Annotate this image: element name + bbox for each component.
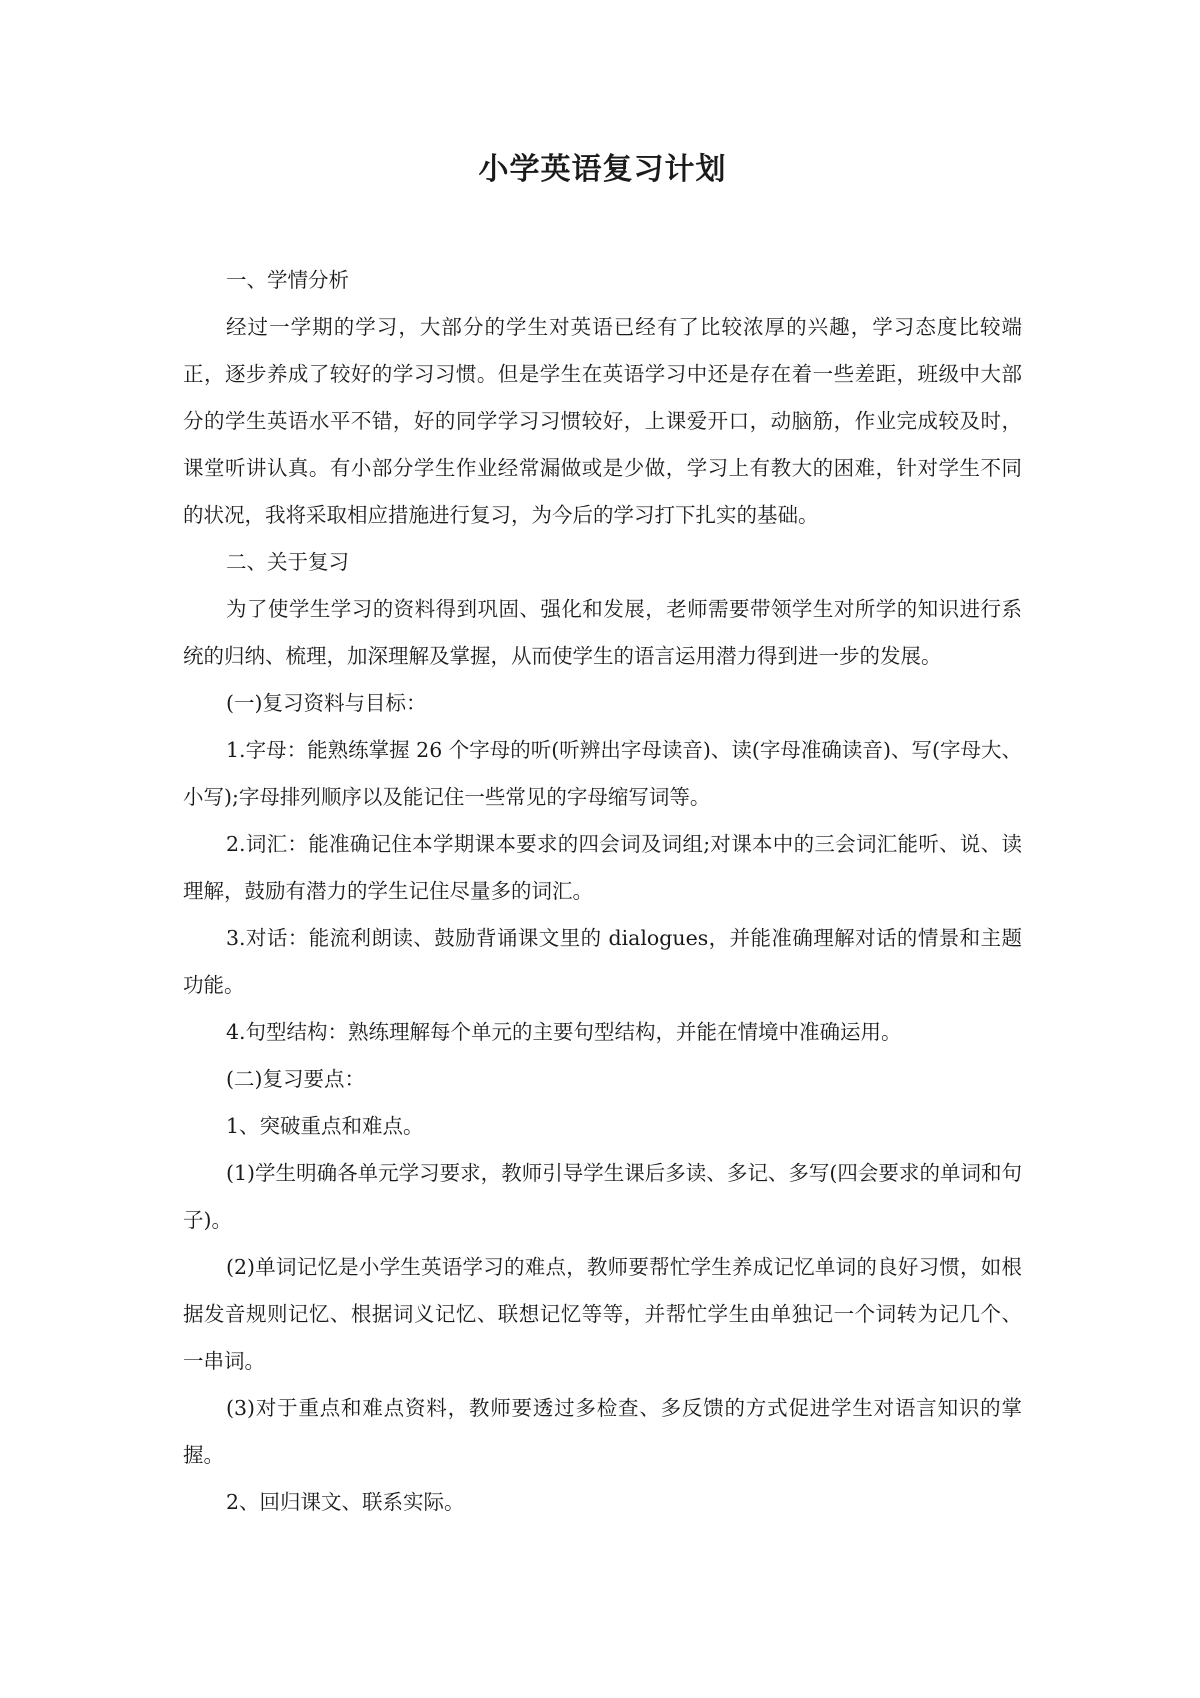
- list-item: 2.词汇：能准确记住本学期课本要求的四会词及词组;对课本中的三会词汇能听、说、读理解，鼓励有潜力的学生记住尽量多的词汇。: [183, 832, 1022, 903]
- list-item: 1、突破重点和难点。: [226, 1114, 424, 1138]
- subsection-heading: (二)复习要点：: [226, 1067, 365, 1091]
- list-item: (2)单词记忆是小学生英语学习的难点，教师要帮忙学生养成记忆单词的良好习惯，如根据发音规则记忆、根据词义记忆、联想记忆等等，并帮忙学生由单独记一个词转为记几个、一串词。: [183, 1255, 1022, 1373]
- list-item: 2、回归课文、联系实际。: [226, 1490, 465, 1514]
- section-heading: 二、关于复习: [226, 550, 349, 574]
- document-body: [183, 257, 1022, 1526]
- section-heading: 一、学情分析: [226, 268, 349, 292]
- list-item: 1.字母：能熟练掌握 26 个字母的听(听辨出字母读音)、读(字母准确读音)、写(字母大、小写);字母排列顺序以及能记住一些常见的字母缩写词等。: [183, 738, 1022, 809]
- list-item: (1)学生明确各单元学习要求，教师引导学生课后多读、多记、多写(四会要求的单词和句子)。: [183, 1161, 1022, 1232]
- list-item: (3)对于重点和难点资料，教师要透过多检查、多反馈的方式促进学生对语言知识的掌握。: [183, 1396, 1022, 1467]
- list-item: 3.对话：能流利朗读、鼓励背诵课文里的 dialogues，并能准确理解对话的情景和主题功能。: [183, 926, 1022, 997]
- paragraph: 经过一学期的学习，大部分的学生对英语已经有了比较浓厚的兴趣，学习态度比较端正，逐步养成了较好的学习习惯。但是学生在英语学习中还是存在着一些差距，班级中大部分的学生英语水平不错，好的同学学习习惯较好，上课爱开口，动脑筋，作业完成较及时，课堂听讲认真。有小部分学生作业经常漏做或是少做，学习上有教大的困难，针对学生不同的状况，我将采取相应措施进行复习，为今后的学习打下扎实的基础。: [183, 315, 1022, 527]
- document-title: 小学英语复习计划: [478, 152, 727, 187]
- list-item: 4.句型结构：熟练理解每个单元的主要句型结构，并能在情境中准确运用。: [226, 1020, 902, 1044]
- subsection-heading: (一)复习资料与目标：: [226, 691, 427, 715]
- paragraph: 为了使学生学习的资料得到巩固、强化和发展，老师需要带领学生对所学的知识进行系统的归纳、梳理，加深理解及掌握，从而使学生的语言运用潜力得到进一步的发展。: [183, 597, 1022, 668]
